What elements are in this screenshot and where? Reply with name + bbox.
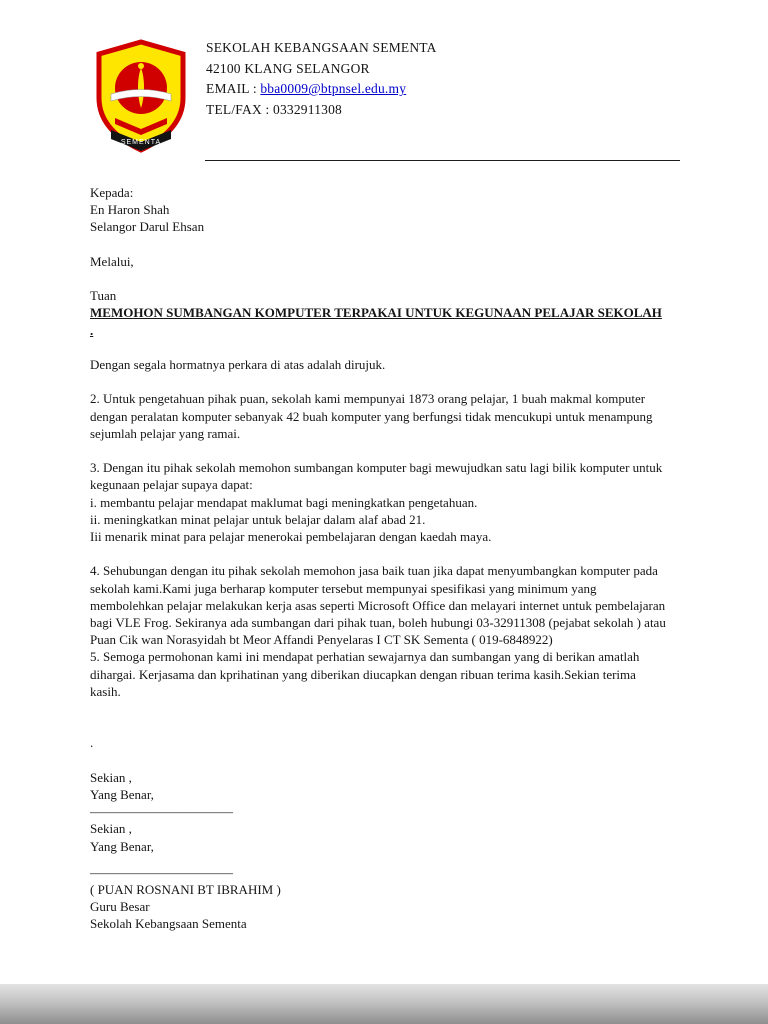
email-label: EMAIL : <box>206 81 261 96</box>
spacer <box>90 442 666 459</box>
recipient-state: Selangor Darul Ehsan <box>90 219 205 235</box>
paragraph-2: 2. Untuk pengetahuan pihak puan, sekolah kami mempunyai 1873 orang pelajar, 1 buah makmal komputer dengan peralatan komputer sebanyak 42 buah komputer yang berfungsi tidak mencukupi untuk menampung sejumlah pelajar yang ramai. <box>90 391 653 441</box>
subject-line: MEMOHON SUMBANGAN KOMPUTER TERPAKAI UNTUK KEGUNAAN PELAJAR SEKOLAH . <box>90 305 662 338</box>
signature-line-2: ——————————— <box>90 864 233 880</box>
sekian-1: Sekian , <box>90 769 132 785</box>
spacer <box>90 373 666 390</box>
paragraph-3-item-ii: ii. meningkatkan minat pelajar untuk belajar dalam alaf abad 21. <box>90 511 426 527</box>
signatory-name: ( PUAN ROSNANI BT IBRAHIM ) <box>90 881 281 897</box>
sekian-2: Sekian , <box>90 821 132 837</box>
school-email-line <box>206 79 680 100</box>
paragraph-4: 4. Sehubungan dengan itu pihak sekolah memohon jasa baik tuan jika dapat menyumbangkan komputer pada sekolah kami.Kami juga berharap komputer tersebut mempunyai spesifikasi yang minimum yang membolehkan pelajar melakukan kerja asas seperti Microsoft Office dan melayari internet untuk pembelajaran bagi VLE Frog. Sekiranya ada sumbangan dari pihak tuan, boleh hubungi 03-32911308 (pejabat sekolah ) atau Puan Cik wan Norasyidah bt Meor Affandi Penyelaras I CT SK Sementa ( 019-6848922) <box>90 563 666 648</box>
signatory-title: Guru Besar <box>90 899 150 915</box>
spacer <box>90 855 666 864</box>
melalui-label: Melalui, <box>90 253 134 269</box>
school-address: 42100 KLANG SELANGOR <box>206 60 370 76</box>
letterhead <box>88 38 680 163</box>
spacer <box>90 270 666 287</box>
signatory-school: Sekolah Kebangsaan Sementa <box>90 916 247 932</box>
letterhead-rule <box>205 160 680 161</box>
letterhead-text <box>206 38 680 120</box>
spacer <box>90 717 666 734</box>
scan-edge <box>0 984 768 1024</box>
recipient-name: En Haron Shah <box>90 202 170 218</box>
yang-benar-2: Yang Benar, <box>90 838 154 854</box>
paragraph-1: Dengan segala hormatnya perkara di atas adalah dirujuk. <box>90 356 386 372</box>
school-name: SEKOLAH KEBANGSAAN SEMENTA <box>206 40 437 55</box>
school-crest-icon <box>88 38 194 160</box>
yang-benar-1: Yang Benar, <box>90 786 154 802</box>
spacer <box>90 545 666 562</box>
paragraph-5: 5. Semoga permohonan kami ini mendapat perhatian sewajarnya dan sumbangan yang di berikan amatlah dihargai. Kerjasama dan kprihatinan yang diberikan diucapkan dengan ribuan terima kasih.Sekian terima kasih. <box>90 649 640 699</box>
paragraph-3-intro: 3. Dengan itu pihak sekolah memohon sumbangan komputer bagi mewujudkan satu lagi bilik komputer untuk kegunaan pelajar supaya dapat: <box>90 460 663 493</box>
email-link[interactable]: bba0009@btpnsel.edu.my <box>260 81 407 96</box>
paragraph-3-item-i: i. membantu pelajar mendapat maklumat bagi meningkatkan pengetahuan. <box>90 494 478 510</box>
spacer <box>90 700 666 717</box>
paragraph-3-item-iii: Iii menarik minat para pelajar menerokai pembelajaran dengan kaedah maya. <box>90 528 492 544</box>
letter-body <box>90 184 666 933</box>
spacer <box>90 236 666 253</box>
spacer <box>90 752 666 769</box>
logo-banner-text: SEMENTA <box>120 139 162 146</box>
signature-line-1: ——————————— <box>90 804 233 820</box>
kepada-label: Kepada: <box>90 185 134 200</box>
school-telfax: TEL/FAX : 0332911308 <box>206 101 342 117</box>
spacer <box>90 339 666 356</box>
stray-dot: . <box>90 735 94 751</box>
salutation: Tuan <box>90 288 117 304</box>
